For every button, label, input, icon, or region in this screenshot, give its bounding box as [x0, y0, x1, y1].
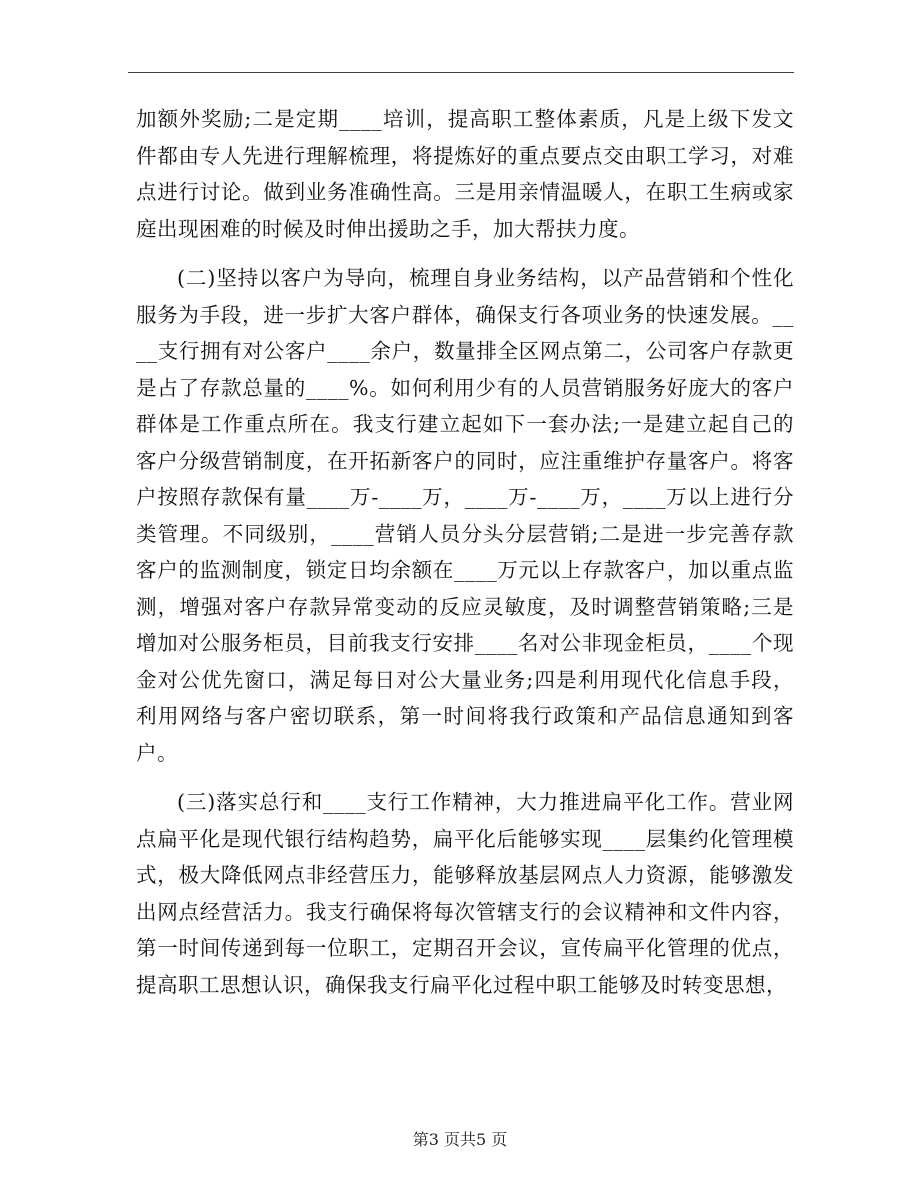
document-body — [136, 101, 794, 1016]
paragraph-1: 加额外奖励;二是定期____培训，提高职工整体素质，凡是上级下发文件都由专人先进行理解梳理，将提炼好的重点要点交由职工学习，对难点进行讨论。做到业务准确性高。三是用亲情温暖人，在职工生病或家庭出现困难的时候及时伸出援助之手，加大帮扶力度。 — [136, 107, 794, 241]
paragraph-2: (二)坚持以客户为导向，梳理自身业务结构，以产品营销和个性化服务为手段，进一步扩大客户群体，确保支行各项业务的快速发展。____支行拥有对公客户____余户，数量排全区网点第二，公司客户存款更是占了存款总量的____%。如何利用少有的人员营销服务好庞大的客户群体是工作重点所在。我支行建立起如下一套办法;一是建立起自己的客户分级营销制度，在开拓新客户的同时，应注重维护存量客户。将客户按照存款保有量____万-____万，____万-____万，____万以上进行分类管理。不同级别，____营销人员分头分层营销;二是进一步完善存款客户的监测制度，锁定日均余额在____万元以上存款客户，加以重点监测，增强对客户存款异常变动的反应灵敏度，及时调整营销策略;三是增加对公服务柜员，目前我支行安排____名对公非现金柜员，____个现金对公优先窗口，满足每日对公大量业务;四是利用现代化信息手段，利用网络与客户密切联系，第一时间将我行政策和产品信息通知到客户。 — [136, 266, 794, 765]
page-number-footer: 第3 页共5 页 — [412, 1130, 508, 1149]
header-rule — [128, 72, 794, 73]
paragraph-3: (三)落实总行和____支行工作精神，大力推进扁平化工作。营业网点扁平化是现代银行结构趋势，扁平化后能够实现____层集约化管理模式，极大降低网点非经营压力，能够释放基层网点人力资源，能够激发出网点经营活力。我支行确保将每次管辖支行的会议精神和文件内容，第一时间传递到每一位职工，定期召开会议，宣传扁平化管理的优点，提高职工思想认识，确保我支行扁平化过程中职工能够及时转变思想， — [136, 790, 794, 997]
